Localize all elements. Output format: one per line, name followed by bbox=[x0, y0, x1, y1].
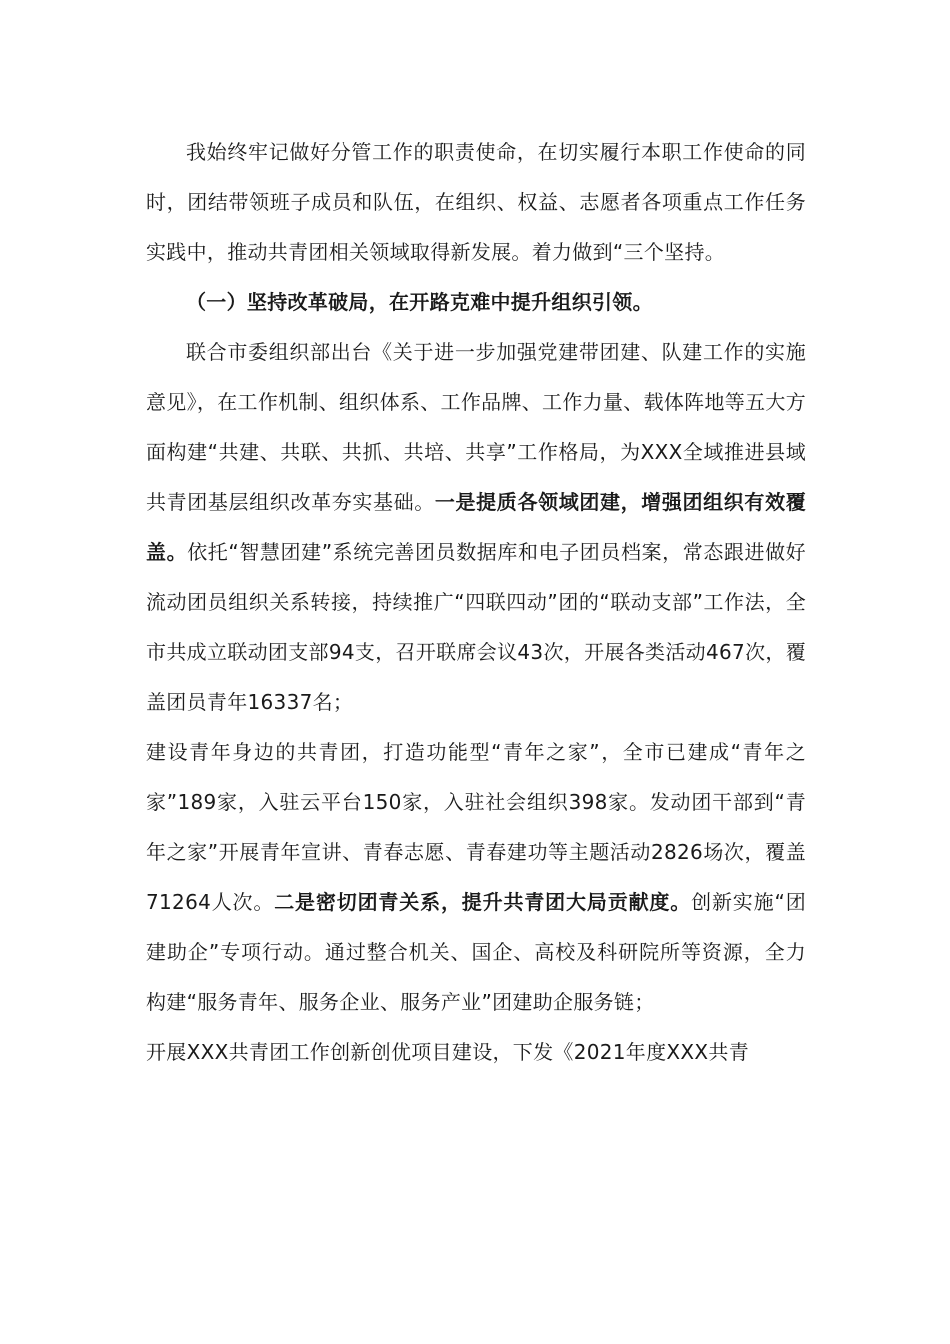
paragraph-organization-text-b: 依托“智慧团建”系统完善团员数据库和电子团员档案，常态跟进做好流动团员组织关系转接，持续推广“四联四动”团的“联动支部”工作法，全市共成立联动团支部94支，召开联席会议43次，开展各类活动467次，覆盖团员青年16337名； bbox=[146, 540, 806, 714]
paragraph-youth-home-text-b: 创新实施“团建助企”专项行动。通过整合机关、国企、高校及科研院所等资源，全力构建“服务青年、服务企业、服务产业”团建助企服务链； bbox=[146, 890, 806, 1014]
paragraph-organization bbox=[146, 327, 806, 727]
section-heading: （一）坚持改革破局，在开路克难中提升组织引领。 bbox=[186, 290, 653, 314]
paragraph-youth-home-text-a: 建设青年身边的共青团，打造功能型“青年之家”，全市已建成“青年之家”189家，入驻云平台150家，入驻社会组织398家。发动团干部到“青年之家”开展青年宣讲、青春志愿、青春建功等主题活动2826场次，覆盖71264人次。 bbox=[146, 740, 806, 914]
paragraph-organization-bold: 一是提质各领域团建，增强团组织有效覆盖。 bbox=[146, 490, 807, 564]
paragraph-youth-home-bold: 二是密切团青关系，提升共青团大局贡献度。 bbox=[274, 890, 692, 914]
paragraph-intro: 我始终牢记做好分管工作的职责使命，在切实履行本职工作使命的同时，团结带领班子成员和队伍，在组织、权益、志愿者各项重点工作任务实践中，推动共青团相关领域取得新发展。着力做到“三个坚持。 bbox=[146, 140, 806, 264]
paragraph-organization-text-a: 联合市委组织部出台《关于进一步加强党建带团建、队建工作的实施意见》，在工作机制、组织体系、工作品牌、工作力量、载体阵地等五大方面构建“共建、共联、共抓、共培、共享”工作格局，为XXX全域推进县域共青团基层组织改革夯实基础。 bbox=[146, 340, 806, 514]
paragraph-innovation: 开展XXX共青团工作创新创优项目建设，下发《2021年度XXX共青 bbox=[146, 1040, 750, 1064]
body-text bbox=[146, 127, 806, 1077]
paragraph-youth-home bbox=[146, 727, 806, 1027]
